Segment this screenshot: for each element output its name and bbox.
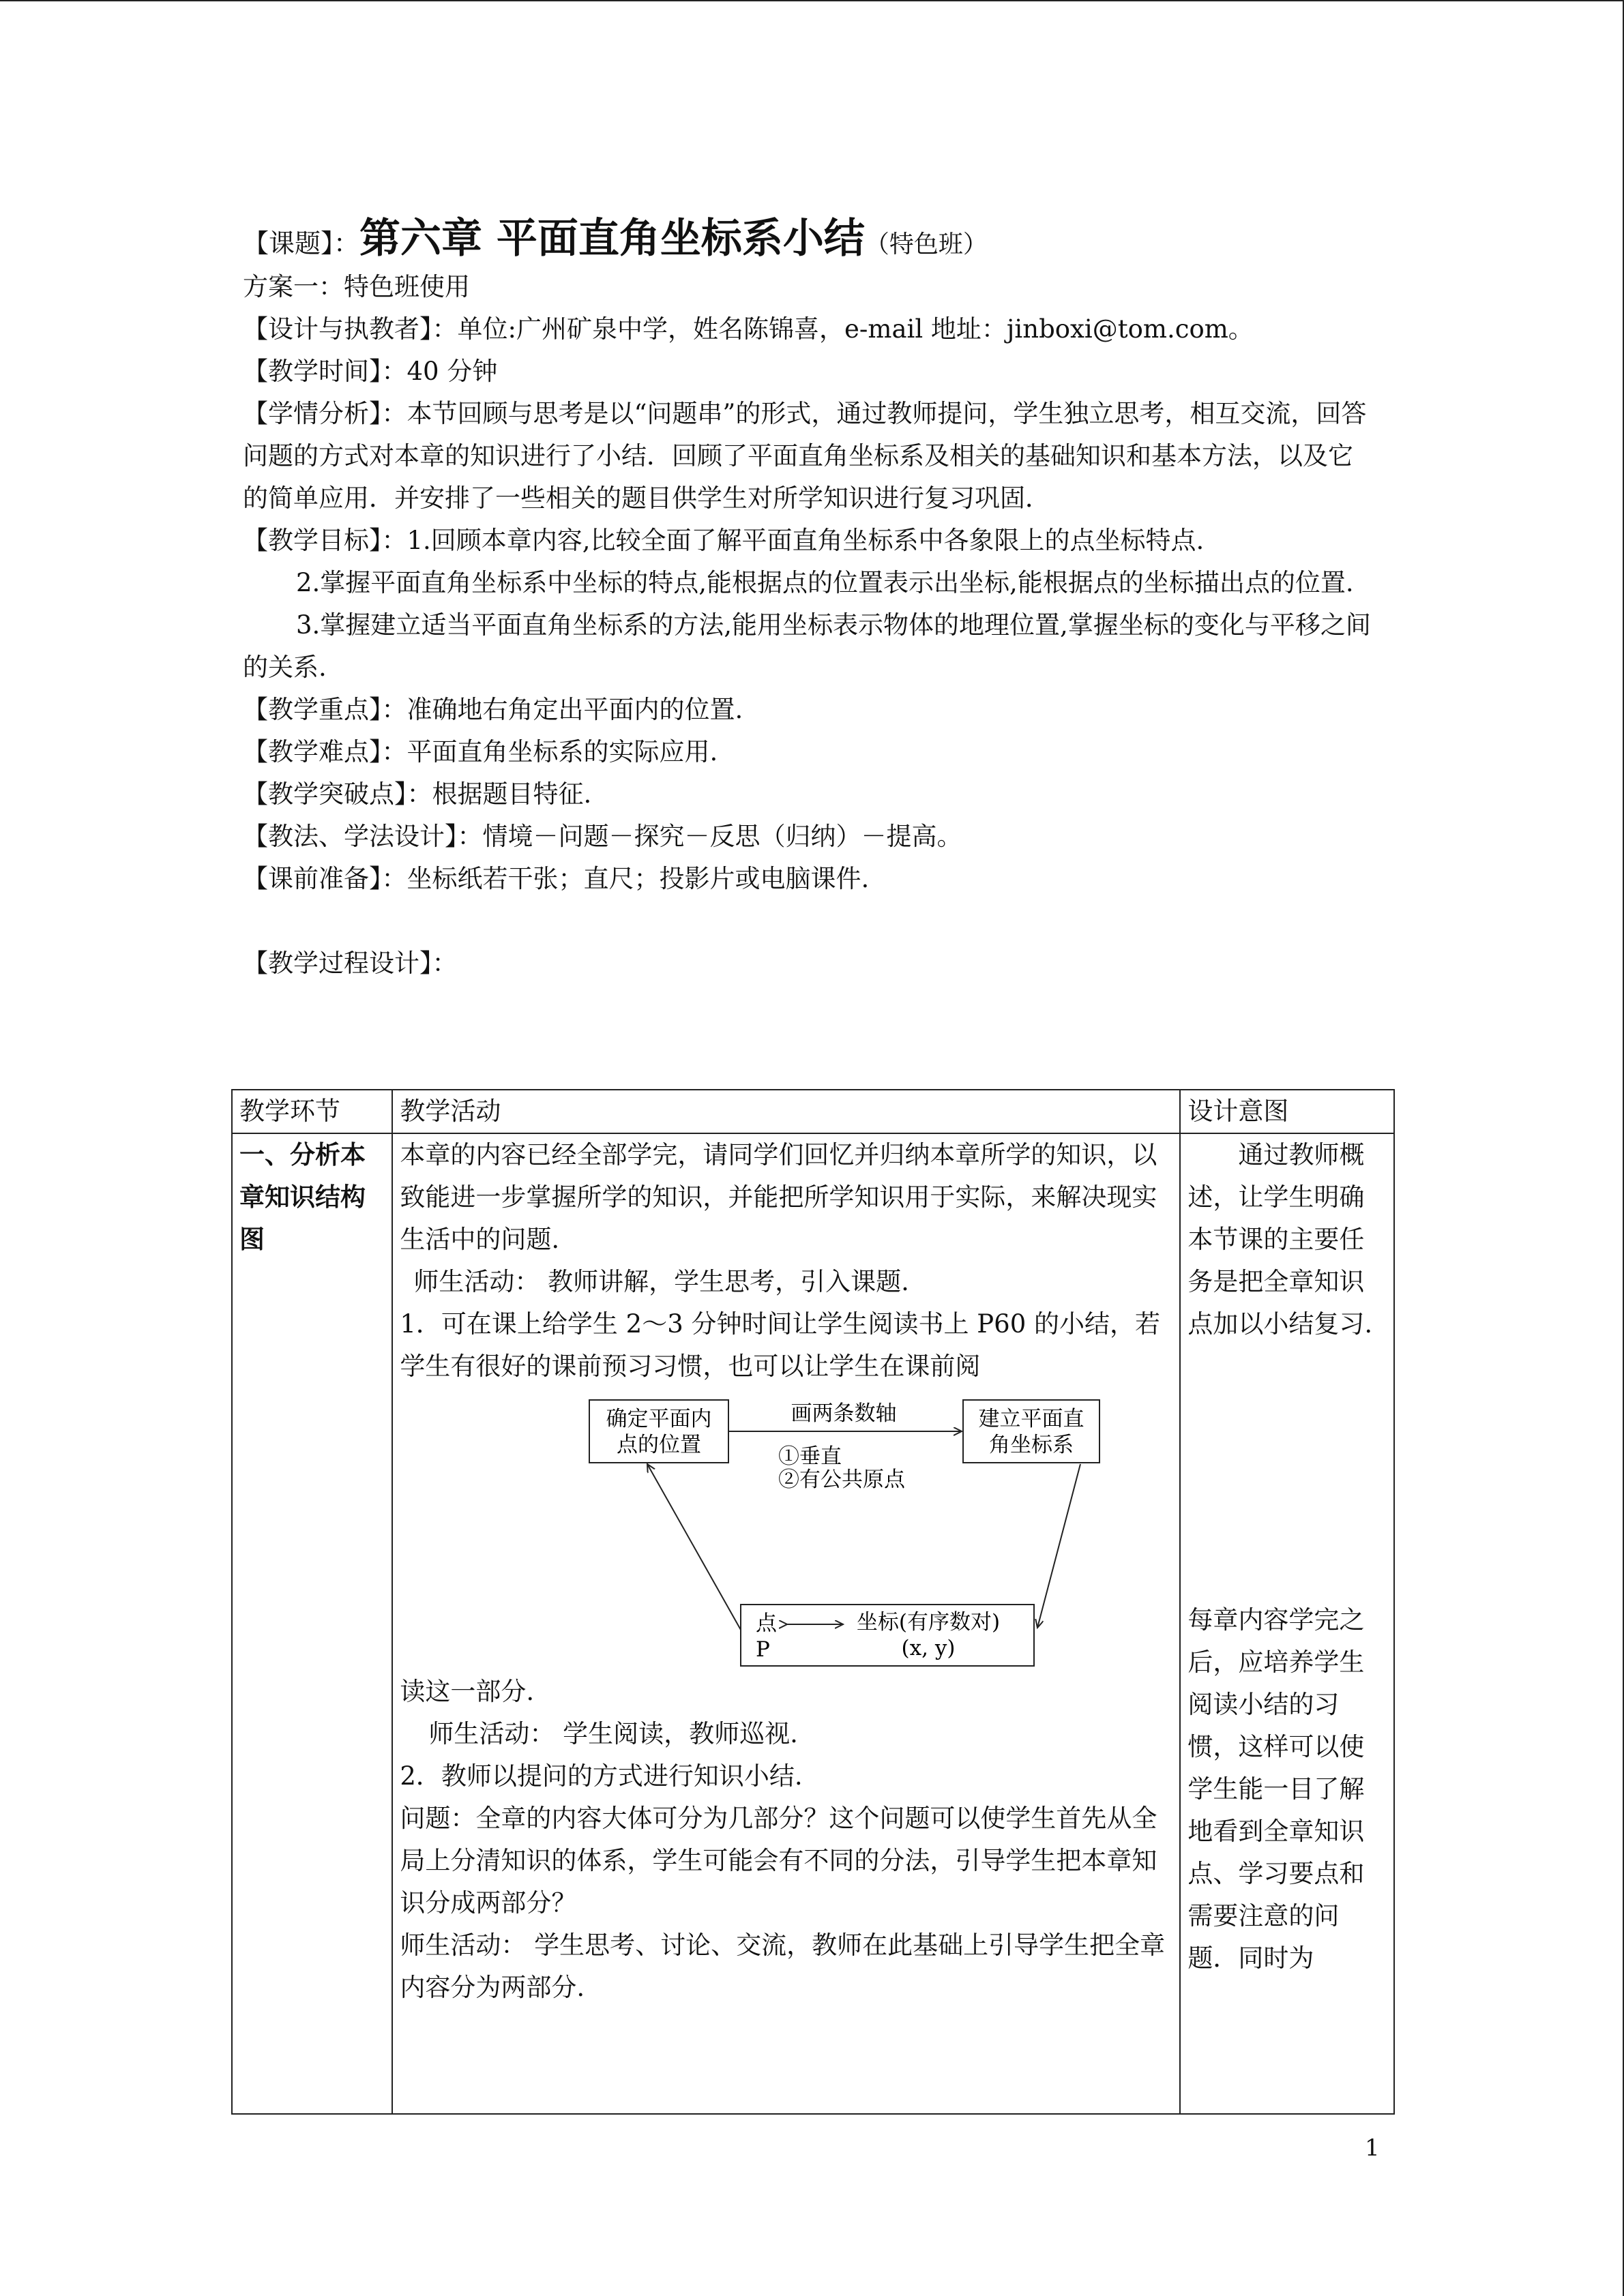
activity-paragraph: 本章的内容已经全部学完，请同学们回忆并归纳本章所学的知识，以致能进一步掌握所学的知识，并能把所学知识用于实际，来解决现实生活中的问题. (400, 1140, 1157, 1254)
title-prefix: 【课题】： (243, 228, 360, 258)
stage-cell (232, 1133, 392, 2114)
activity-line: 师生活动： 学生阅读，教师巡视. (428, 1719, 798, 1748)
box-build-system-line2: 角坐标系 (989, 1433, 1074, 1457)
process-table (231, 1089, 1395, 2115)
point-p-label: P (756, 1637, 771, 1662)
activity-line: 师生活动： 教师讲解，学生思考，引入课题. (413, 1267, 909, 1296)
prep-line: 【课前准备】：坐标纸若干张；直尺；投影片或电脑课件. (243, 864, 870, 893)
box-locate-point-line1: 确定平面内 (606, 1407, 712, 1431)
section-title: 一、分析本章知识结构图 (239, 1140, 366, 1254)
knowledge-structure-diagram (400, 1388, 1172, 1671)
breakthrough-point: 【教学突破点】：根据题目特征. (243, 779, 592, 809)
process-heading: 【教学过程设计】： (243, 949, 458, 978)
arrow-label: 画两条数轴 (791, 1401, 897, 1426)
condition-perpendicular: ①垂直 (778, 1444, 842, 1469)
activity-line: 2．教师以提问的方式进行知识小结. (400, 1761, 803, 1791)
lesson-title (243, 211, 1375, 266)
activity-line: 读这一部分. (400, 1677, 535, 1706)
arrow-point-to-locate (647, 1464, 741, 1630)
goal-3: 3.掌握建立适当平面直角坐标系的方法,能用坐标表示物体的地理位置,掌握坐标的变化与平移之间的关系. (243, 610, 1371, 682)
document-header (243, 211, 1375, 985)
intent-cell (1180, 1133, 1394, 2114)
activity-paragraph: 问题：全章的内容大体可分为几部分？这个问题可以使学生首先从全局上分清知识的体系，学生可能会有不同的分法，引导学生把本章知识分成两部分？ (400, 1804, 1157, 1918)
method-line: 【教法、学法设计】：情境－问题－探究－反思（归纳）－提高。 (243, 822, 962, 851)
designer-line: 【设计与执教者】：单位:广州矿泉中学，姓名陈锦喜，e-mail 地址：jinboxi@tom.com。 (243, 314, 1254, 344)
analysis-paragraph: 【学情分析】：本节回顾与思考是以“问题串”的形式，通过教师提问，学生独立思考，相互交流，回答问题的方式对本章的知识进行了小结．回顾了平面直角坐标系及相关的基础知识和基本方法，以及它的简单应用．并安排了一些相关的题目供学生对所学知识进行复习巩固． (243, 399, 1367, 513)
activity-paragraph: 1．可在课上给学生 2～3 分钟时间让学生阅读书上 P60 的小结，若学生有很好的课前预习习惯，也可以让学生在课前阅 (400, 1309, 1161, 1381)
intent-paragraph: 每章内容学完之后，应培养学生阅读小结的习惯，这样可以使学生能一目了解地看到全章知识点、学习要点和需要注意的问题．同时为 (1187, 1605, 1365, 1973)
point-label: 点 (756, 1611, 778, 1636)
activity-paragraph: 师生活动： 学生思考、讨论、交流，教师在此基础上引导学生把全章内容分为两部分. (400, 1930, 1166, 2002)
table-header-row (232, 1090, 1394, 1133)
column-header-intent: 设计意图 (1180, 1090, 1394, 1133)
coordinate-label: 坐标(有序数对) (857, 1610, 1001, 1635)
box-build-system-line1: 建立平面直 (978, 1407, 1084, 1431)
intent-paragraph: 通过教师概述，让学生明确本节课的主要任务是把全章知识点加以小结复习. (1187, 1140, 1373, 1339)
arrow-system-to-coordinate (1037, 1464, 1080, 1628)
plan-line: 方案一：特色班使用 (243, 272, 470, 301)
title-note: （特色班） (864, 230, 988, 258)
column-header-activity: 教学活动 (392, 1090, 1180, 1133)
condition-common-origin: ②有公共原点 (778, 1467, 906, 1492)
key-point: 【教学重点】：准确地右角定出平面内的位置. (243, 695, 743, 724)
goal-2: 2.掌握平面直角坐标系中坐标的特点,能根据点的位置表示出坐标,能根据点的坐标描出点的位置. (296, 568, 1354, 597)
table-row (232, 1133, 1394, 2114)
title-main: 第六章 平面直角坐标系小结 (359, 215, 865, 263)
coordinate-xy: (x, y) (901, 1636, 956, 1660)
column-header-stage: 教学环节 (232, 1090, 392, 1133)
activity-cell (392, 1133, 1180, 2114)
page-number: 1 (1365, 2134, 1380, 2162)
box-locate-point-line2: 点的位置 (617, 1433, 702, 1457)
difficulty-point: 【教学难点】：平面直角坐标系的实际应用. (243, 737, 718, 766)
goal-1: 【教学目标】：1.回顾本章内容,比较全面了解平面直角坐标系中各象限上的点坐标特点. (243, 526, 1205, 555)
time-line: 【教学时间】：40 分钟 (243, 357, 498, 386)
